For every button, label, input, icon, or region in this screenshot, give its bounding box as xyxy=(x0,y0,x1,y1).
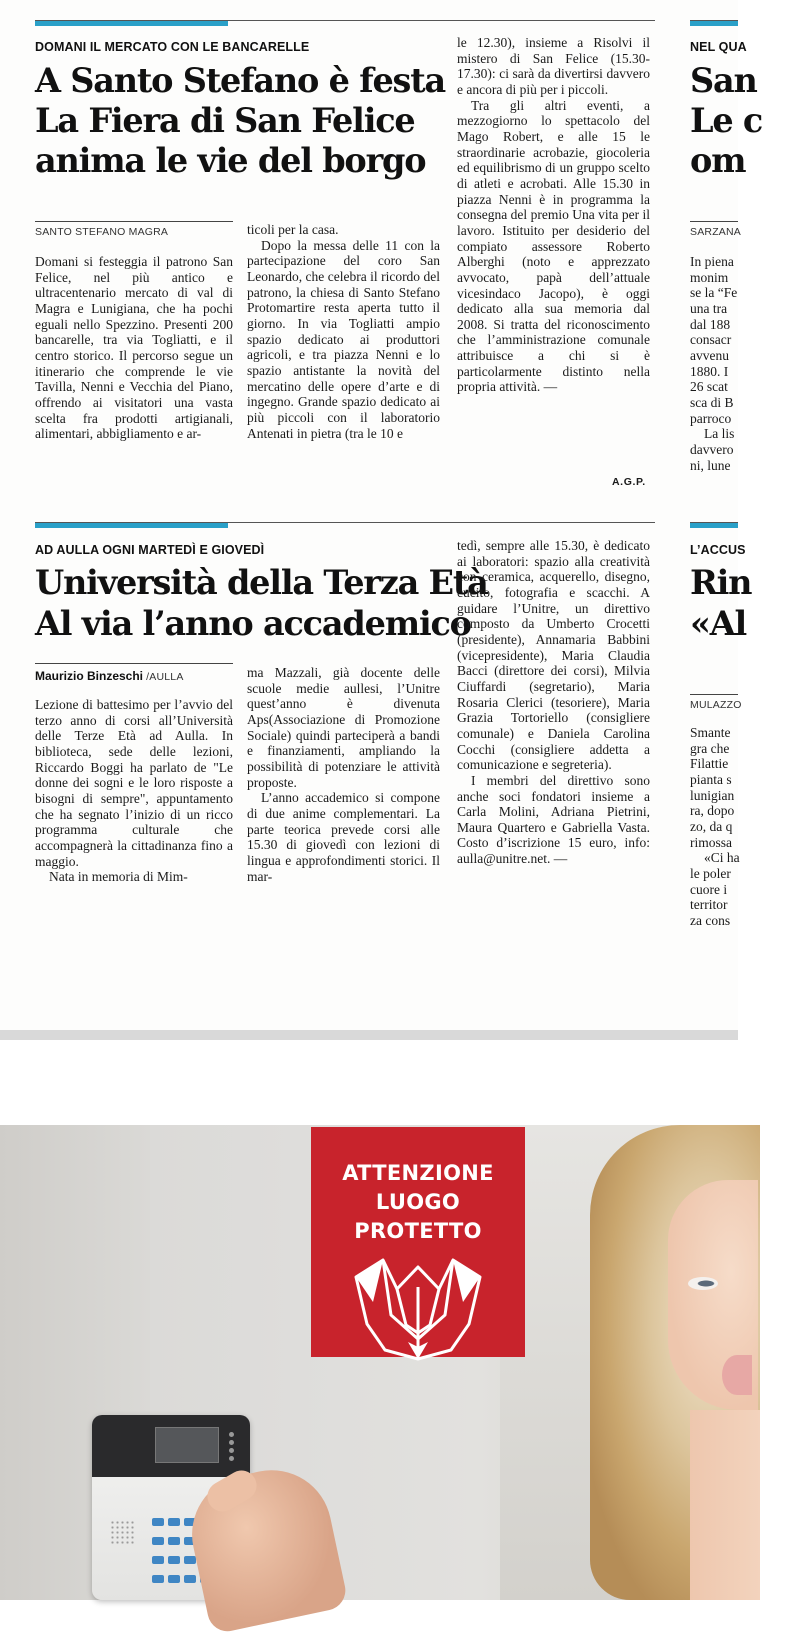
ad-keypad-leds xyxy=(229,1429,239,1469)
article2-col1-p1: Lezione di battesimo per l’avvio del terzo anno di corsi all’Università delle Terze Età ad Aulla. In biblioteca, sede delle lezioni, Riccardo Boggi ha parlato de "Le donne dei sogni e le loro risposte a bisogni di sempre", appuntamento che ha segnato l’inizio di un ricco programma culturale che accompagnerà la cittadinanza fino a maggio. xyxy=(35,697,233,869)
article2-column-3 xyxy=(457,538,650,947)
side2-line: pianta s xyxy=(690,771,732,787)
article2-col3-p2: I membri del direttivo sono anche soci fondatori insieme a Carla Molini, Adriana Pietrini, Maura Quartero e Gabriella Vasta. Costo d’iscrizione 15 euro, info: aulla@unitre.net. — xyxy=(457,772,650,867)
article1-col3-p1: le 12.30), insieme a Risolvi il mistero di San Felice (15.30-17.30): ci sarà da divertirsi davvero e ancora di più per i piccoli. xyxy=(457,35,650,97)
side2-headline-line-2: «Al xyxy=(690,604,747,643)
article2-col1-p2: Nata in memoria di Mim- xyxy=(49,869,188,885)
article2-headline-line-1: Università della Terza Età xyxy=(35,563,488,602)
article2-byline xyxy=(35,669,184,683)
side2-text xyxy=(690,725,810,929)
side1-line: ni, lune xyxy=(690,457,731,473)
side1-line: sca di B xyxy=(690,394,734,410)
article1-column-1 xyxy=(35,254,233,490)
ad-sign-line-3: PROTETTO xyxy=(354,1219,482,1243)
article1-headline-line-1: A Santo Stefano è festa xyxy=(35,61,445,100)
article1-headline-line-2: La Fiera di San Felice xyxy=(35,101,415,140)
side2-line: Smante xyxy=(690,725,731,740)
side1-line: davvero xyxy=(690,441,734,457)
side2-line: lunigian xyxy=(690,787,735,803)
side2-column xyxy=(690,500,752,960)
ad-woman-eye xyxy=(688,1277,718,1290)
side1-headline-line-3: om xyxy=(690,141,746,180)
side1-line: La lis xyxy=(704,426,735,442)
ad-woman-mouth xyxy=(722,1355,752,1395)
article1-col3-p2: Tra gli altri eventi, a mezzogiorno lo spettacolo del Mago Robert, e alle 15 le straordinarie acrobazie, giocoleria ed equilibrismo di un gruppo scelto di atleti e acrobati. Alle 15.30 in piazza Nenni è in programma la consegna del premio Una vita per il lavoro. Istituito per desiderio del compiato assessore Roberto Alberghi (noto e apprezzato avvocato, papà dell’attuale vicesindaco Jacopo), è oggi dedicato alla sua memoria dal 2008. Si tratta del riconoscimento che l’amministrazione comunale attribuisce a chi si è particolarmente distinto nella propria attività. — xyxy=(457,97,650,395)
wolf-head-icon xyxy=(311,1127,525,1357)
side1-line: dal 188 xyxy=(690,316,731,332)
ad-warning-sign xyxy=(311,1127,525,1357)
side1-line: se la “Fe xyxy=(690,285,738,301)
side2-line: «Ci ha xyxy=(704,850,740,866)
ad-keypad-speaker xyxy=(110,1520,134,1544)
article2-col2-p2: L’anno accademico si compone di due anime complementari. La parte teorica prevede corsi alle 15.30 di giovedì con lezioni di lingua e approfondimenti storici. Il mar- xyxy=(247,790,440,884)
side1-line: In piena xyxy=(690,254,734,269)
article2-column-1 xyxy=(35,697,233,947)
side2-line: rimossa xyxy=(690,834,732,850)
article1-column-2 xyxy=(247,222,440,490)
side2-line: zo, da q xyxy=(690,818,733,834)
ad-top-margin xyxy=(0,1040,738,1125)
side2-line: ra, dopo xyxy=(690,803,735,819)
article1-kicker: DOMANI IL MERCATO CON LE BANCARELLE xyxy=(35,40,310,54)
article2-column-2 xyxy=(247,665,440,947)
article1-accent-bar xyxy=(35,21,228,26)
article2-col2-p1: ma Mazzali, già docente delle scuole medie aullesi, l’Unitre quest’anno è divenuta Aps(Associazione di Promozione Sociale) quindi parteciperà a bandi e finanziamenti, ampliando la possibilità di potenziare le attività proposte. xyxy=(247,665,440,790)
article1-signature: A.G.P. xyxy=(612,476,646,488)
side2-headline-line-1: Rin xyxy=(690,563,752,602)
side2-line: territor xyxy=(690,897,728,913)
side2-dateline-rule xyxy=(690,694,738,695)
article2-kicker: AD AULLA OGNI MARTEDÌ E GIOVEDÌ xyxy=(35,543,265,557)
side1-headline-line-1: San xyxy=(690,61,757,100)
side2-kicker: L’ACCUS xyxy=(690,543,746,557)
article2-headline-line-2: Al via l’anno accademico xyxy=(35,604,471,643)
side1-line: 26 scat xyxy=(690,379,728,395)
side2-dateline: MULAZZO xyxy=(690,699,742,711)
article2-dateline-rule xyxy=(35,663,233,664)
page-separator xyxy=(0,1030,738,1040)
side1-kicker: NEL QUA xyxy=(690,40,747,54)
side2-line: za cons xyxy=(690,912,731,928)
side1-line: 1880. I xyxy=(690,363,729,379)
article2-place: /AULLA xyxy=(146,671,184,683)
ad-sign-line-1: ATTENZIONE xyxy=(342,1161,494,1185)
side2-line: cuore i xyxy=(690,881,728,897)
side1-line: una tra xyxy=(690,300,728,316)
article1-col2-p1: ticoli per la casa. xyxy=(247,222,339,237)
ad-woman-neck xyxy=(690,1410,760,1600)
side1-dateline: SARZANA xyxy=(690,226,741,238)
article1-dateline-rule xyxy=(35,221,233,222)
side1-line: parroco xyxy=(690,410,732,426)
side1-line: avvenu xyxy=(690,347,729,363)
article1-col2-p2: Dopo la messa delle 11 con la partecipazione del coro San Leonardo, che celebra il ricordo del patrono, la chiesa di Santo Stefano Protomartire resta aperta tutto il giorno. In via Togliatti ampio spazio dedicato ai produttori agricoli, e tra piazza Nenni e lo spazio antistante la novità del mercatino delle opere d’arte e di ingegno. Grande spazio dedicato ai più piccoli con il laboratorio Antenati in pietra (tra le 10 e xyxy=(247,237,440,441)
side1-dateline-rule xyxy=(690,221,738,222)
article2-col3-p1: tedì, sempre alle 15.30, è dedicato ai laboratori: spazio alla creatività con ceramica, acquerello, disegno, cucito, fotografia e scacchi. A guidare l’Unitre, un direttivo composto da Umberto Crocetti (presidente), Annamaria Babbini (vicepresidente), Maria Claudia Bacci (direttore dei corsi), Milvia Ciuffardi (segretario), Maria Rosaria Clerici (tesoriere), Maria Grazia Tortoriello (consigliere comunale) e Daniela Carolina Cocchi (consigliere addetta a comunicazione e segreteria). xyxy=(457,538,650,773)
article1-column-3 xyxy=(457,35,650,471)
article2-accent-bar xyxy=(35,523,228,528)
side2-line: Filattie xyxy=(690,756,729,772)
article1-col1-text: Domani si festeggia il patrono San Felice, nel più antico e ultracentenario mercato di val di Magra e Lunigiana, che ha pochi eguali nello Spezzino. Presenti 200 bancarelle, tra via Togliatti, e il centro storico. Il percorso segue un itinerario che comprende le vie Tavilla, Nenni e Vecchia del Piano, offrendo ai visitatori una vasta scelta fra prodotti artigianali, alimentari, abbigliamento e ar- xyxy=(35,254,233,442)
side1-line: monim xyxy=(690,269,729,285)
side1-line: consacr xyxy=(690,332,732,348)
side1-column xyxy=(690,0,763,500)
ad-keypad-display xyxy=(155,1427,219,1463)
article1-dateline: SANTO STEFANO MAGRA xyxy=(35,226,169,238)
side2-line: gra che xyxy=(690,740,730,756)
ad-sign-line-2: LUOGO xyxy=(375,1190,461,1214)
article1-headline-line-3: anima le vie del borgo xyxy=(35,141,426,180)
article2-author: Maurizio Binzeschi xyxy=(35,669,144,683)
side1-headline-line-2: Le c xyxy=(690,101,763,140)
side1-text xyxy=(690,254,810,473)
side2-line: le poler xyxy=(690,865,731,881)
